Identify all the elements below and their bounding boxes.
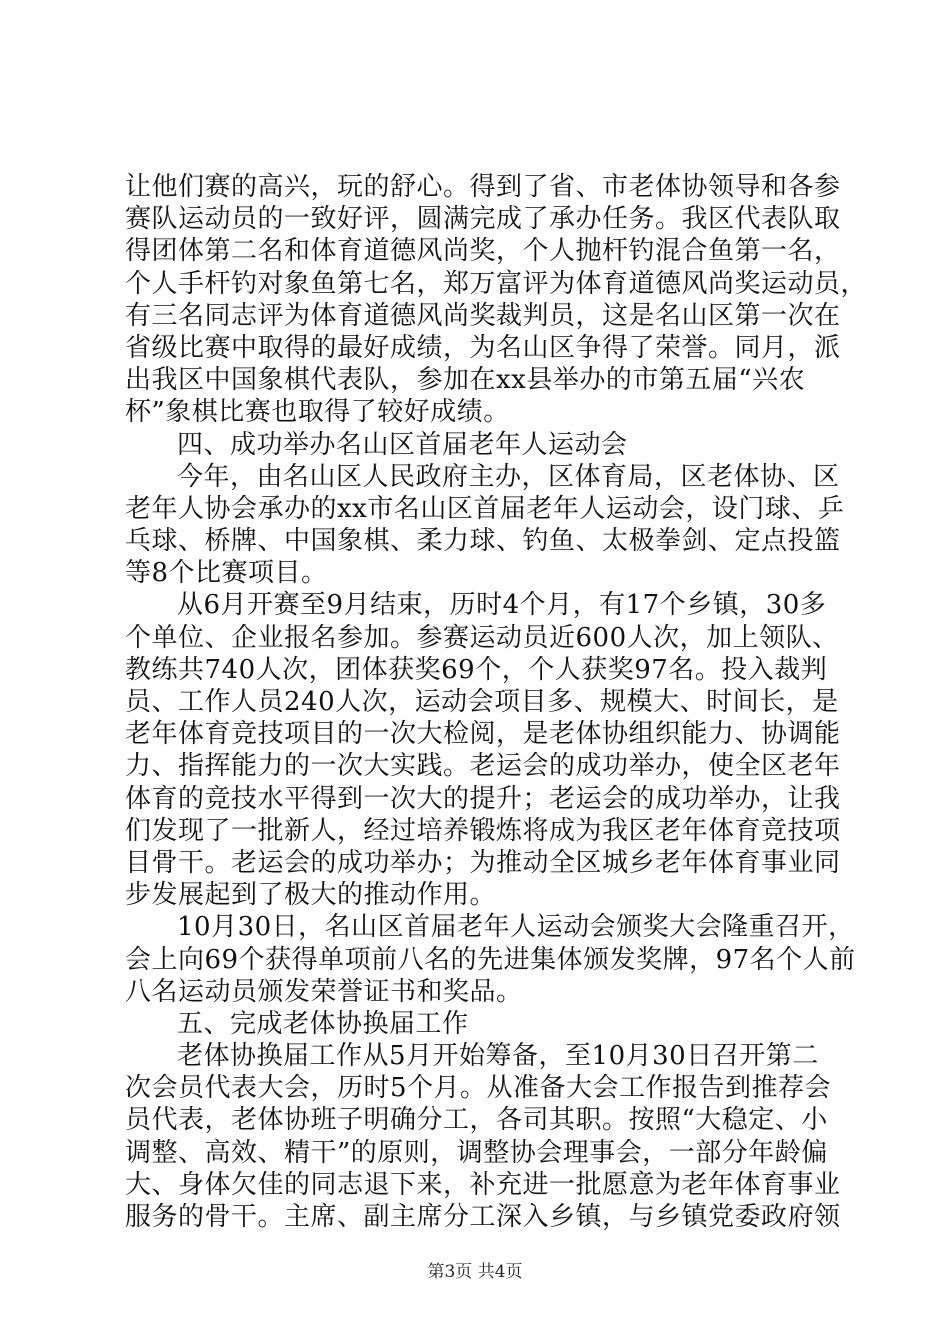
text-line: 力、指挥能力的一次大实践。老运会的成功举办，使全区老年 xyxy=(125,751,841,782)
page-number-label: 第3页 共4页 xyxy=(427,1262,523,1282)
text-line: 们发现了一批新人，经过培养锻炼将成为我区老年体育竞技项 xyxy=(125,815,841,846)
text-line: 有三名同志评为体育道德风尚奖裁判员，这是名山区第一次在 xyxy=(125,300,841,331)
page-footer xyxy=(0,1260,950,1284)
text-line: 个单位、企业报名参加。参赛运动员近600人次，加上领队、 xyxy=(125,622,839,653)
text-line: 从6月开赛至9月结束，历时4个月，有17个乡镇，30多 xyxy=(177,590,827,621)
text-line: 大、身体欠佳的同志退下来，补充进一批愿意为老年体育事业 xyxy=(125,1169,841,1200)
text-line: 次会员代表大会，历时5个月。从准备大会工作报告到推荐会 xyxy=(125,1073,832,1104)
text-line: 教练共740人次，团体获奖69个，个人获奖97名。投入裁判 xyxy=(125,654,828,685)
text-line: 调整、高效、精干”的原则，调整协会理事会，一部分年龄偏 xyxy=(125,1137,828,1168)
text-line: 员代表，老体协班子明确分工，各司其职。按照“大稳定、小 xyxy=(125,1105,828,1136)
text-line: 杯”象棋比赛也取得了较好成绩。 xyxy=(125,397,510,428)
text-line: 目骨干。老运会的成功举办；为推动全区城乡老年体育事业同 xyxy=(125,847,841,878)
text-line: 等8个比赛项目。 xyxy=(125,558,328,589)
text-line: 省级比赛中取得的最好成绩，为名山区争得了荣誉。同月，派 xyxy=(125,332,841,363)
text-line: 10月30日，名山区首届老年人运动会颁奖大会隆重召开， xyxy=(177,912,855,943)
text-line: 得团体第二名和体育道德风尚奖，个人抛杆钓混合鱼第一名， xyxy=(125,236,841,267)
text-line: 个人手杆钓对象鱼第七名，郑万富评为体育道德风尚奖运动员， xyxy=(125,268,868,299)
section-heading: 四、成功举办名山区首届老年人运动会 xyxy=(177,429,628,460)
text-line: 乓球、桥牌、中国象棋、柔力球、钓鱼、太极拳剑、定点投篮 xyxy=(125,526,841,557)
text-line: 员、工作人员240人次，运动会项目多、规模大、时间长，是 xyxy=(125,687,839,717)
document-body xyxy=(125,171,868,1233)
text-line: 赛队运动员的一致好评，圆满完成了承办任务。我区代表队取 xyxy=(125,204,841,235)
text-line: 出我区中国象棋代表队，参加在xx县举办的市第五届“兴农 xyxy=(125,365,806,396)
text-line: 让他们赛的高兴，玩的舒心。得到了省、市老体协领导和各参 xyxy=(125,172,841,202)
text-line: 老年体育竞技项目的一次大检阅，是老体协组织能力、协调能 xyxy=(125,719,841,750)
text-line: 八名运动员颁发荣誉证书和奖品。 xyxy=(125,976,523,1007)
text-line: 体育的竞技水平得到一次大的提升；老运会的成功举办，让我 xyxy=(125,783,841,814)
text-line: 步发展起到了极大的推动作用。 xyxy=(125,880,497,911)
text-line: 今年，由名山区人民政府主办，区体育局，区老体协、区 xyxy=(177,461,840,492)
text-line: 老体协换届工作从5月开始筹备，至10月30日召开第二 xyxy=(177,1041,819,1072)
text-line: 会上向69个获得单项前八名的先进集体颁发奖牌，97名个人前 xyxy=(125,944,856,975)
text-line: 老年人协会承办的xx市名山区首届老年人运动会，设门球、乒 xyxy=(125,493,845,524)
text-line: 服务的骨干。主席、副主席分工深入乡镇，与乡镇党委政府领 xyxy=(125,1202,841,1232)
section-heading: 五、完成老体协换届工作 xyxy=(177,1008,469,1039)
